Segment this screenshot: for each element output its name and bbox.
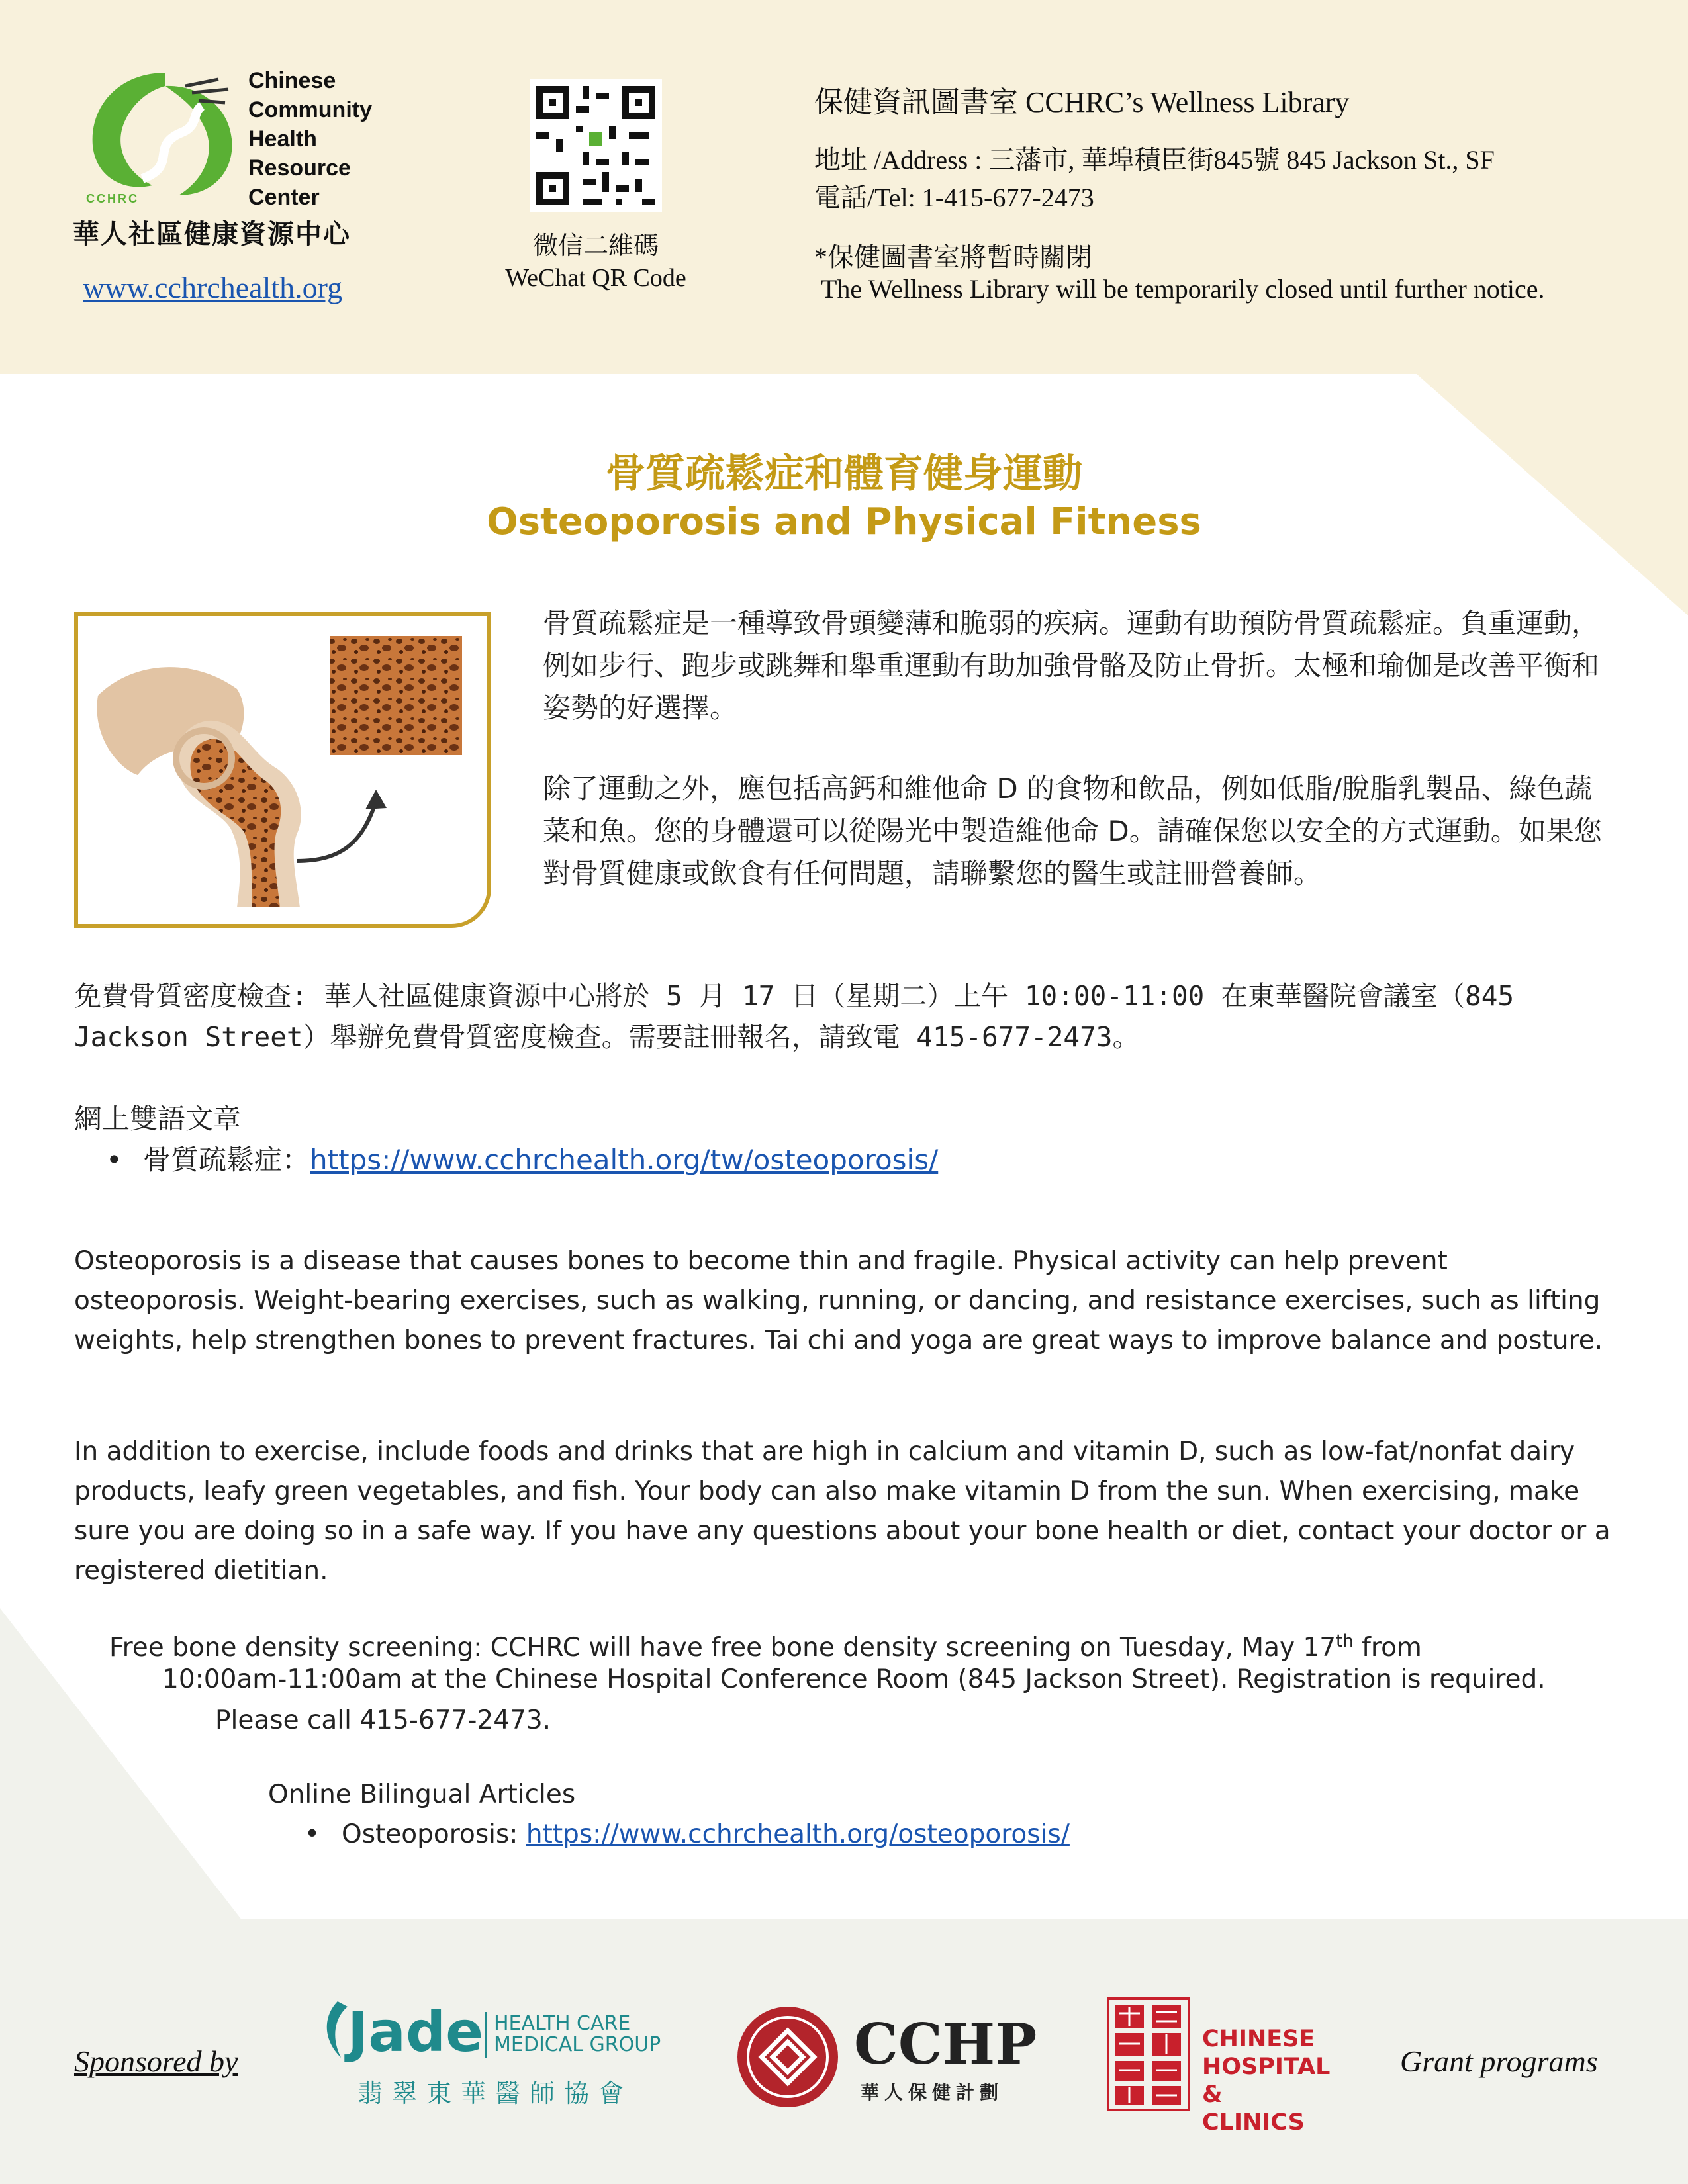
org-name-zh: 華人社區健康資源中心	[73, 218, 351, 250]
en-article-label: Osteoporosis:	[342, 1819, 526, 1849]
library-phone: 電話/Tel: 1-415-677-2473	[814, 183, 1094, 212]
logo-small-text: CCHRC	[86, 192, 139, 205]
qr-caption-zh: 微信二維碼	[532, 232, 659, 260]
cchrc-logo	[86, 66, 245, 205]
hospital-name-line: CHINESE	[1202, 2026, 1315, 2052]
org-name-line: Resource	[248, 156, 351, 181]
hospital-seal-icon	[1107, 1997, 1190, 2111]
library-address: 地址 /Address : 三藩市, 華埠積臣街845號 845 Jackson St., SF	[814, 145, 1495, 175]
zh-paragraph-2: 除了運動之外，應包括高鈣和維他命 D 的食物和飲品，例如低脂/脫脂乳製品、綠色蔬菜和魚。您的身體還可以從陽光中製造維他命 D。請確保您以安全的方式運動。如果您對骨質健康或飲食有任何問題，請聯繫您的醫生或註冊營養師。	[543, 772, 1602, 889]
jade-leaf-icon	[318, 2001, 351, 2061]
hospital-name-line: & CLINICS	[1202, 2081, 1305, 2136]
jade-subtitle-line: MEDICAL GROUP	[494, 2033, 661, 2056]
cchp-knot-icon	[736, 2005, 839, 2109]
chinese-hospital-logo	[1107, 1997, 1332, 2136]
bullet-icon: •	[305, 1819, 320, 1849]
en-articles-heading: Online Bilingual Articles	[268, 1780, 576, 1809]
hospital-name-line: HOSPITAL	[1202, 2054, 1331, 2080]
sponsored-by-label: Sponsored by	[74, 2044, 238, 2078]
bone-illustration-frame	[74, 612, 491, 928]
en-screening-text: Free bone density screening: CCHRC will have free bone density screening on Tuesday, May 17	[109, 1633, 1336, 1662]
zh-articles-heading: 網上雙語文章	[74, 1103, 242, 1135]
qr-caption-en: WeChat QR Code	[505, 264, 686, 292]
qr-code-icon	[530, 79, 662, 212]
jade-logo	[318, 1999, 675, 2111]
org-name-line: Community	[248, 97, 372, 122]
library-title: 保健資訊圖書室 CCHRC’s Wellness Library	[814, 86, 1350, 118]
en-paragraph-1: Osteoporosis is a disease that causes bones to become thin and fragile. Physical activity can help prevent osteoporosis. Weight-bearing exercises, such as walking, running, or dancing, and resistance exercises, such as lifting weights, help strengthen bones to prevent fractures. Tai chi and yoga are great ways to improve balance and posture.	[74, 1246, 1603, 1355]
zh-article-label: 骨質疏鬆症：	[143, 1144, 310, 1176]
zh-screening-notice: 免費骨質密度檢查: 華人社區健康資源中心將於 5 月 17 日（星期二）上午 10:00-11:00 在東華醫院會議室（845 Jackson Street）舉辦免費骨質密度檢查。需要註冊報名，請致電 415-677-2473。	[74, 980, 1515, 1053]
page-title-zh: 骨質疏鬆症和體育健身運動	[606, 451, 1082, 497]
org-name-line: Chinese	[248, 68, 336, 93]
cchp-name-zh: 華人保健計劃	[861, 2081, 1004, 2103]
en-article-link[interactable]: https://www.cchrchealth.org/osteoporosis/	[526, 1819, 1070, 1849]
library-closure-en: The Wellness Library will be temporarily closed until further notice.	[821, 274, 1545, 304]
cchrc-logo-icon	[86, 66, 245, 199]
jade-subtitle	[494, 2013, 661, 2056]
hospital-name	[1202, 2025, 1332, 2136]
en-screening-sup: th	[1336, 1631, 1354, 1651]
en-screening-text-end: from	[1353, 1633, 1422, 1662]
jade-name-zh: 翡翠東華醫師協會	[357, 2079, 633, 2108]
jade-subtitle-line: HEALTH CARE	[494, 2012, 631, 2035]
zh-paragraph-1: 骨質疏鬆症是一種導致骨頭變薄和脆弱的疾病。運動有助預防骨質疏鬆症。負重運動，例如步行、跑步或跳舞和舉重運動有助加強骨骼及防止骨折。太極和瑜伽是改善平衡和姿勢的好選擇。	[543, 607, 1600, 724]
jade-name: Jade	[348, 1999, 484, 2064]
en-paragraph-2: In addition to exercise, include foods and drinks that are high in calcium and vitamin D, such as low-fat/nonfat dairy products, leafy green vegetables, and fish. Your body can also make vitamin D from the sun. When exercising, make sure you are doing so in a safe way. If you have any questions about your bone health or diet, contact your doctor or a registered dietitian.	[74, 1437, 1611, 1586]
qr-caption	[483, 230, 708, 294]
org-name-line: Center	[248, 185, 320, 210]
en-screening-line-3: Please call 415-677-2473.	[215, 1706, 551, 1735]
en-screening-line-2: 10:00am-11:00am at the Chinese Hospital Conference Room (845 Jackson Street). Registration is required.	[162, 1664, 1546, 1694]
zh-article-item	[106, 1140, 938, 1181]
org-name	[248, 66, 372, 212]
library-closure-zh: *保健圖書室將暫時關閉	[814, 242, 1092, 272]
wechat-qr-code	[530, 79, 662, 212]
website-link[interactable]: www.cchrchealth.org	[83, 271, 343, 304]
jade-divider	[485, 2012, 487, 2058]
en-article-item	[305, 1815, 1070, 1854]
org-name-line: Health	[248, 126, 317, 152]
page-title-en: Osteoporosis and Physical Fitness	[487, 500, 1201, 543]
grant-programs-label: Grant programs	[1400, 2044, 1598, 2078]
bullet-icon: •	[106, 1144, 122, 1176]
cchp-name: CCHP	[854, 2011, 1037, 2077]
bone-illustration	[78, 616, 487, 924]
zh-article-link[interactable]: https://www.cchrchealth.org/tw/osteoporosis/	[310, 1144, 939, 1176]
cchp-logo	[736, 2005, 1041, 2118]
